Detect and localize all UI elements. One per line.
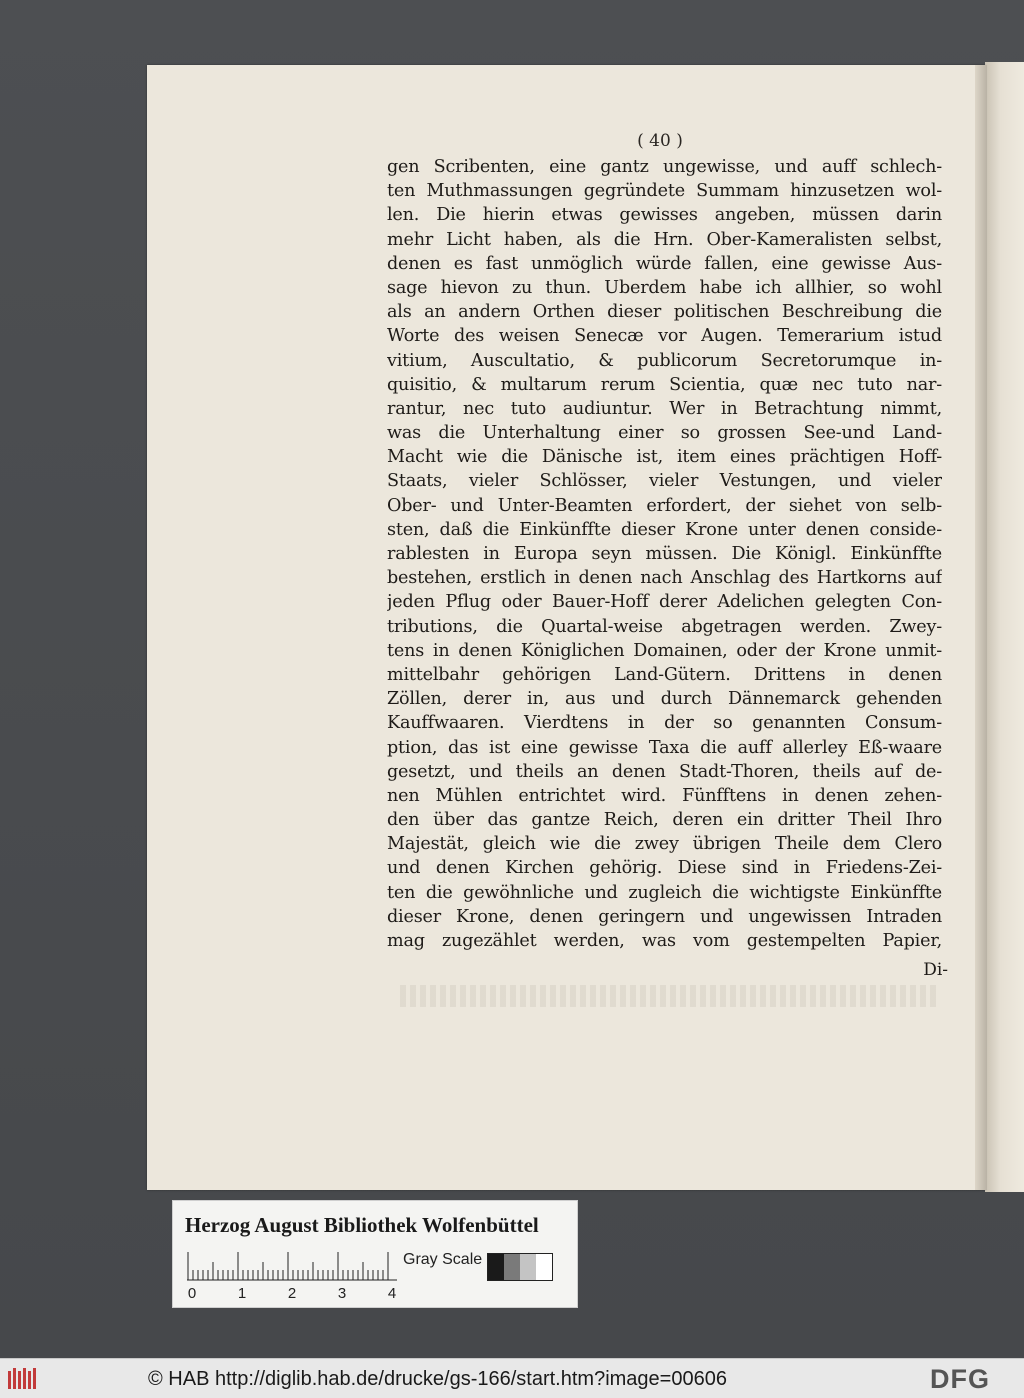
gray-swatch: [488, 1254, 504, 1280]
gray-scale-swatches: [487, 1253, 553, 1281]
text-line: mehr Licht haben, als die Hrn. Ober-Kameralisten selbst,: [387, 229, 942, 250]
gray-scale-label: Gray Scale: [403, 1251, 483, 1268]
text-line: gen Scribenten, eine gantz ungewisse, und auff schlech-: [387, 157, 942, 177]
copyright-url[interactable]: © HAB http://diglib.hab.de/drucke/gs-166/start.htm?image=00606: [148, 1368, 727, 1390]
text-line: ten Muthmassungen gegründete Summam hinzusetzen wol-: [387, 181, 942, 202]
text-line: ption, das ist eine gewisse Taxa die auff allerley Eß-waare: [387, 737, 942, 758]
text-line: und denen Kirchen gehörig. Diese sind in Friedens-Zei-: [387, 858, 942, 879]
color-calibration-card: [172, 1200, 578, 1308]
bleed-through-text: [400, 985, 940, 1007]
text-line: Ober- und Unter-Beamten erfordert, der siehet von selb-: [387, 495, 942, 516]
text-line: gesetzt, und theils an denen Stadt-Thoren, theils auf de-: [387, 761, 942, 782]
gray-swatch: [536, 1254, 552, 1280]
text-line: jeden Pflug oder Bauer-Hoff derer Adelichen gelegten Con-: [387, 592, 942, 613]
ruler-number: 4: [387, 1285, 397, 1302]
text-line: Macht wie die Dänische ist, item eines prächtigen Hoff-: [387, 447, 942, 468]
cm-ruler: [187, 1251, 397, 1281]
ruler-number: 3: [337, 1285, 347, 1302]
text-line: sage hievon zu thun. Uberdem habe ich allhier, so wohl: [387, 277, 942, 298]
dfg-logo: DFG: [930, 1364, 990, 1394]
ruler-numbers: [185, 1285, 405, 1303]
text-line: tens in denen Königlichen Domainen, oder der Krone unmit-: [387, 640, 942, 661]
adjacent-page-edge: [985, 62, 1024, 1192]
ruler-number: 0: [187, 1285, 197, 1302]
page-gutter-shadow: [975, 65, 987, 1190]
text-line: ten die gewöhnliche und zugleich die wichtigste Einkünffte: [387, 882, 942, 903]
text-line: nen Mühlen entrichtet wird. Fünfftens in denen zehen-: [387, 785, 942, 806]
text-line: Kauffwaaren. Vierdtens in der so genannten Consum-: [387, 713, 942, 734]
text-line: Majestät, gleich wie die zwey übrigen Theile dem Clero: [387, 834, 942, 855]
ruler-number: 1: [237, 1285, 247, 1302]
gray-swatch: [520, 1254, 536, 1280]
text-line: Worte des weisen Senecæ vor Augen. Temerarium istud: [387, 326, 942, 347]
text-line: Staats, vieler Schlösser, vieler Vestungen, und vieler: [387, 471, 942, 492]
text-line: vitium, Auscultatio, & publicorum Secretorumque in-: [387, 350, 942, 371]
text-line: als an andern Orthen dieser politischen Beschreibung die: [387, 302, 942, 323]
text-line: rantur, nec tuto audiuntur. Wer in Betrachtung nimmt,: [387, 398, 942, 419]
text-line: dieser Krone, denen geringern und ungewissen Intraden: [387, 906, 942, 927]
hab-logo-icon: [6, 1365, 42, 1393]
text-line: quisitio, & multarum rerum Scientia, quæ nec tuto nar-: [387, 374, 942, 395]
text-line: tributions, die Quartal-weise abgetragen werden. Zwey-: [387, 616, 942, 637]
gray-swatch: [504, 1254, 520, 1280]
page-number-header: ( 40 ): [637, 131, 683, 151]
text-line: mag zugezählet werden, was vom gestempelten Papier,: [387, 931, 942, 951]
ruler-ticks: [187, 1251, 397, 1281]
text-line: was die Unterhaltung einer so grossen See-und Land-: [387, 423, 942, 444]
text-line: len. Die hierin etwas gewisses angeben, müssen darin: [387, 205, 942, 226]
text-line: bestehen, erstlich in denen nach Anschlag des Hartkorns auf: [387, 568, 942, 589]
catchword: Di-: [923, 960, 948, 980]
text-line: denen es fast unmöglich würde fallen, eine gewisse Aus-: [387, 253, 942, 274]
page-text-block: [387, 155, 942, 953]
text-line: den über das gantze Reich, deren ein dritter Theil Ihro: [387, 810, 942, 831]
ruler-number: 2: [287, 1285, 297, 1302]
footer-bar: [0, 1358, 1024, 1398]
text-line: rablesten in Europa seyn müssen. Die Königl. Einkünffte: [387, 544, 942, 564]
text-line: mittelbahr gehörigen Land-Gütern. Drittens in denen: [387, 664, 942, 685]
library-name: Herzog August Bibliothek Wolfenbüttel: [185, 1213, 539, 1237]
text-line: Zöllen, derer in, aus und durch Dännemarck gehenden: [387, 689, 942, 710]
text-line: sten, daß die Einkünffte dieser Krone unter denen conside-: [387, 519, 942, 540]
